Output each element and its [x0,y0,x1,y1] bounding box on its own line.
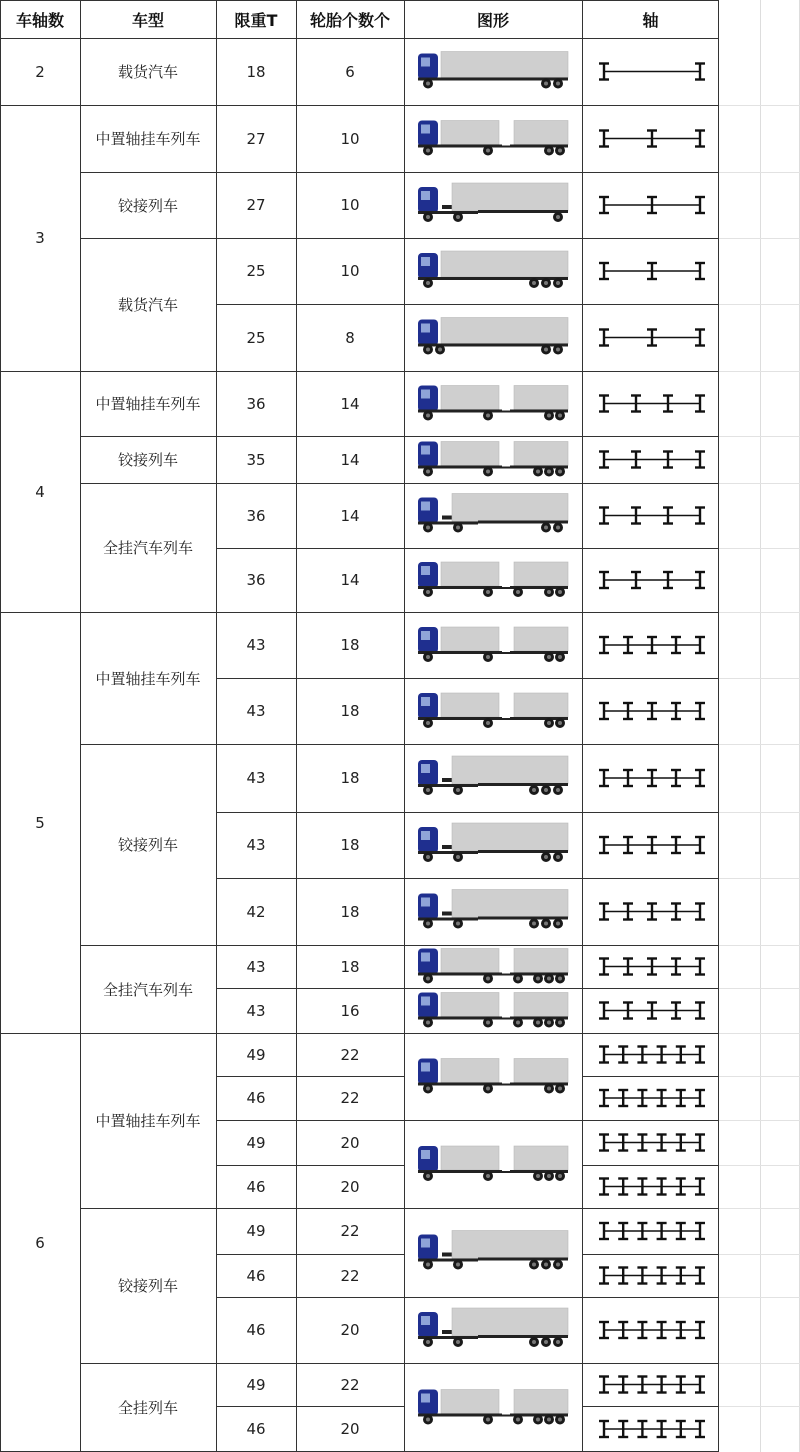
axle-diagram-icon [599,703,705,719]
axle-diagram-icon [599,197,705,213]
tire-count-cell: 22 [340,1222,360,1240]
truck-illustration [418,52,568,89]
weight-limit-cell: 46 [246,1321,266,1339]
axle-diagram-icon [599,1268,705,1284]
truck-illustration [418,823,568,862]
weight-limit-cell: 36 [246,394,266,413]
vehicle-type-cell: 中置轴挂车列车 [95,669,201,688]
axle-count-cell: 5 [35,813,45,832]
axle-diagram-icon [599,131,705,147]
vehicle-type-cell: 全挂汽车列车 [102,539,193,557]
vehicle-type-cell: 中置轴挂车列车 [95,1112,201,1130]
weight-limit-cell: 43 [246,702,266,720]
tire-count-cell: 20 [340,1177,360,1196]
axle-diagram-icon [599,330,705,346]
truck-illustration [418,1390,568,1425]
weight-limit-cell: 46 [246,1089,266,1107]
axle-count-cell: 4 [35,482,45,501]
weight-limit-cell: 25 [246,328,266,347]
axle-diagram-icon [599,1322,705,1338]
truck-illustration [418,251,568,288]
tire-count-cell: 22 [340,1089,360,1107]
axle-diagram-icon [599,452,705,468]
axle-diagram-icon [599,1003,705,1019]
tire-count-cell: 18 [340,769,360,787]
axle-diagram-icon [599,1047,705,1063]
tire-count-cell: 18 [340,957,360,976]
header-figure: 图形 [476,10,509,30]
header-axle-count: 车轴数 [15,10,64,30]
truck-illustration [418,386,568,421]
vehicle-type-cell: 中置轴挂车列车 [95,395,201,413]
vehicle-type-cell: 铰接列车 [117,836,178,854]
vehicle-type-cell: 载货汽车 [117,63,178,81]
axle-diagram-icon [599,508,705,524]
tire-count-cell: 14 [340,571,360,589]
weight-limit-cell: 49 [246,1045,266,1064]
tire-count-cell: 20 [340,1321,360,1339]
truck-illustration [418,627,568,662]
vehicle-type-cell: 载货汽车 [117,296,178,314]
axle-diagram-icon [599,1090,705,1106]
tire-count-cell: 10 [340,196,360,214]
weight-limit-cell: 35 [246,450,266,469]
axle-diagram-icon [599,837,705,853]
truck-illustration [418,318,568,355]
truck-illustration [418,1308,568,1347]
tire-count-cell: 16 [340,1001,360,1020]
weight-limit-cell: 49 [246,1222,266,1240]
tire-count-cell: 18 [340,702,360,720]
axle-diagram-icon [599,770,705,786]
truck-illustration [418,121,568,156]
tire-count-cell: 18 [340,902,360,921]
axle-diagram-icon [599,1135,705,1151]
axle-count-cell: 2 [35,62,45,81]
truck-illustration [418,442,568,477]
weight-limit-cell: 43 [246,957,266,976]
truck-illustration [418,890,568,929]
tire-count-cell: 22 [340,1266,360,1285]
truck-illustration [418,993,568,1028]
weight-limit-cell: 49 [246,1375,266,1394]
vehicle-type-cell: 铰接列车 [117,451,178,469]
weight-limit-cell: 36 [246,506,266,525]
weight-limit-cell: 43 [246,1001,266,1020]
axle-diagram-icon [599,572,705,588]
weight-limit-cell: 18 [246,62,266,81]
axle-count-cell: 6 [35,1233,45,1252]
tire-count-cell: 18 [340,636,360,654]
truck-illustration [418,562,568,597]
tire-count-cell: 20 [340,1420,360,1438]
truck-illustration [418,949,568,984]
truck-illustration [418,1231,568,1270]
axle-diagram-icon [599,263,705,279]
vehicle-type-cell: 中置轴挂车列车 [95,130,201,148]
axle-diagram-icon [599,1377,705,1393]
axle-diagram-icon [599,1421,705,1437]
tire-count-cell: 6 [345,62,355,81]
tire-count-cell: 18 [340,836,360,854]
axle-diagram-icon [599,1223,705,1239]
weight-limit-cell: 25 [246,262,266,280]
axle-diagram-icon [599,64,705,80]
tire-count-cell: 14 [340,394,360,413]
header-tire-count: 轮胎个数个 [309,10,390,30]
vehicle-type-cell: 全挂汽车列车 [102,980,193,999]
weight-limit-cell: 49 [246,1133,266,1152]
header-vehicle-type: 车型 [131,10,164,30]
truck-illustration [418,693,568,728]
weight-limit-cell: 43 [246,769,266,787]
weight-limit-cell: 43 [246,636,266,654]
axle-diagram-icon [599,396,705,412]
weight-limit-cell: 27 [246,196,266,214]
weight-limit-cell: 43 [246,836,266,854]
header-axle-diagram: 轴 [642,10,659,30]
weight-limit-cell: 27 [246,129,266,148]
tire-count-cell: 10 [340,262,360,280]
truck-illustration [418,1146,568,1181]
tire-count-cell: 8 [345,328,355,347]
axle-count-cell: 3 [35,229,45,247]
weight-limit-cell: 46 [246,1177,266,1196]
tire-count-cell: 20 [340,1133,360,1152]
header-weight-limit: 限重T [234,10,278,30]
weight-limit-cell: 46 [246,1420,266,1438]
axle-diagram-icon [599,959,705,975]
truck-illustration [418,1059,568,1094]
tire-count-cell: 14 [340,450,360,469]
tire-count-cell: 22 [340,1045,360,1064]
tire-count-cell: 10 [340,129,360,148]
tire-count-cell: 14 [340,506,360,525]
weight-limit-cell: 42 [246,902,266,921]
axle-diagram-icon [599,637,705,653]
tire-count-cell: 22 [340,1375,360,1394]
axle-diagram-icon [599,904,705,920]
vehicle-type-cell: 全挂列车 [117,1399,178,1417]
truck-illustration [418,494,568,533]
vehicle-type-cell: 铰接列车 [117,1277,178,1295]
truck-illustration [418,756,568,795]
axle-diagram-icon [599,1179,705,1195]
weight-limit-cell: 46 [246,1266,266,1285]
vehicle-type-cell: 铰接列车 [117,196,178,215]
weight-limit-cell: 36 [246,571,266,589]
truck-illustration [418,183,568,222]
